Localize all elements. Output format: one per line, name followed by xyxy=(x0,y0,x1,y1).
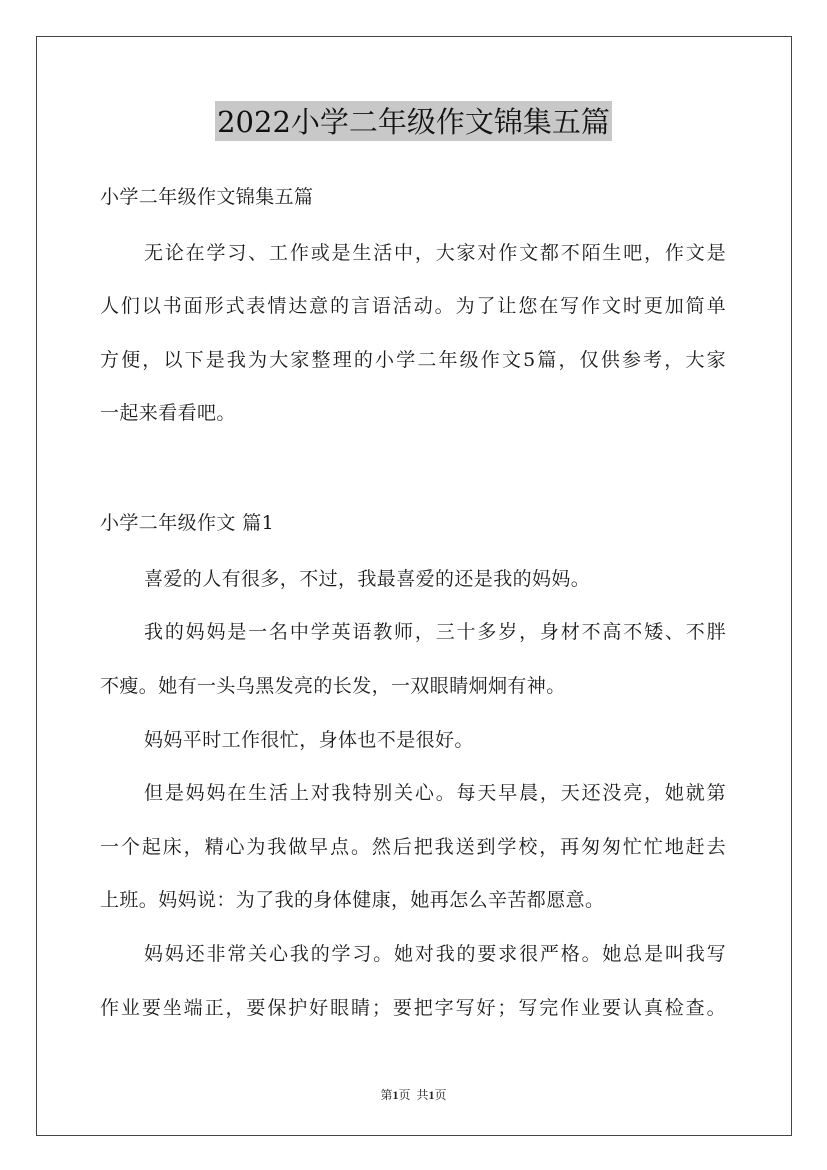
body-line-5: 但是妈妈在生活上对我特别关心。每天早晨，天还没亮，她就第 xyxy=(144,782,726,804)
footer-total-suffix: 页 xyxy=(434,1088,447,1102)
footer-page-suffix: 页 xyxy=(398,1088,411,1102)
page-footer xyxy=(0,1086,827,1103)
document-subtitle: 小学二年级作文锦集五篇 xyxy=(100,186,314,208)
body-line-9: 作业要坐端正，要保护好眼睛；要把字写好；写完作业要认真检查。 xyxy=(100,997,726,1019)
footer-page-prefix: 第 xyxy=(380,1088,393,1102)
body-line-3: 不瘦。她有一头乌黑发亮的长发，一双眼睛炯炯有神。 xyxy=(100,675,566,697)
intro-line-1: 无论在学习、工作或是生活中，大家对作文都不陌生吧，作文是 xyxy=(144,242,726,264)
body-line-7: 上班。妈妈说：为了我的身体健康，她再怎么辛苦都愿意。 xyxy=(100,889,605,911)
body-line-4: 妈妈平时工作很忙，身体也不是很好。 xyxy=(144,729,474,751)
body-line-2: 我的妈妈是一名中学英语教师，三十多岁，身材不高不矮、不胖 xyxy=(144,621,726,643)
document-title: 2022小学二年级作文锦集五篇 xyxy=(215,101,612,141)
intro-line-3: 方便，以下是我为大家整理的小学二年级作文5篇，仅供参考，大家 xyxy=(100,349,726,371)
body-line-1: 喜爱的人有很多，不过，我最喜爱的还是我的妈妈。 xyxy=(144,568,591,590)
footer-total-number: 1 xyxy=(428,1088,435,1102)
intro-line-2: 人们以书面形式表情达意的言语活动。为了让您在写作文时更加简单 xyxy=(100,295,726,317)
body-line-6: 一个起床，精心为我做早点。然后把我送到学校，再匆匆忙忙地赶去 xyxy=(100,836,726,858)
intro-line-4: 一起来看看吧。 xyxy=(100,402,236,424)
footer-total-prefix: 共 xyxy=(416,1088,429,1102)
footer-page-number: 1 xyxy=(392,1088,399,1102)
section-heading: 小学二年级作文 篇1 xyxy=(100,512,275,534)
title-container xyxy=(0,101,827,141)
body-line-8: 妈妈还非常关心我的学习。她对我的要求很严格。她总是叫我写 xyxy=(144,943,726,965)
